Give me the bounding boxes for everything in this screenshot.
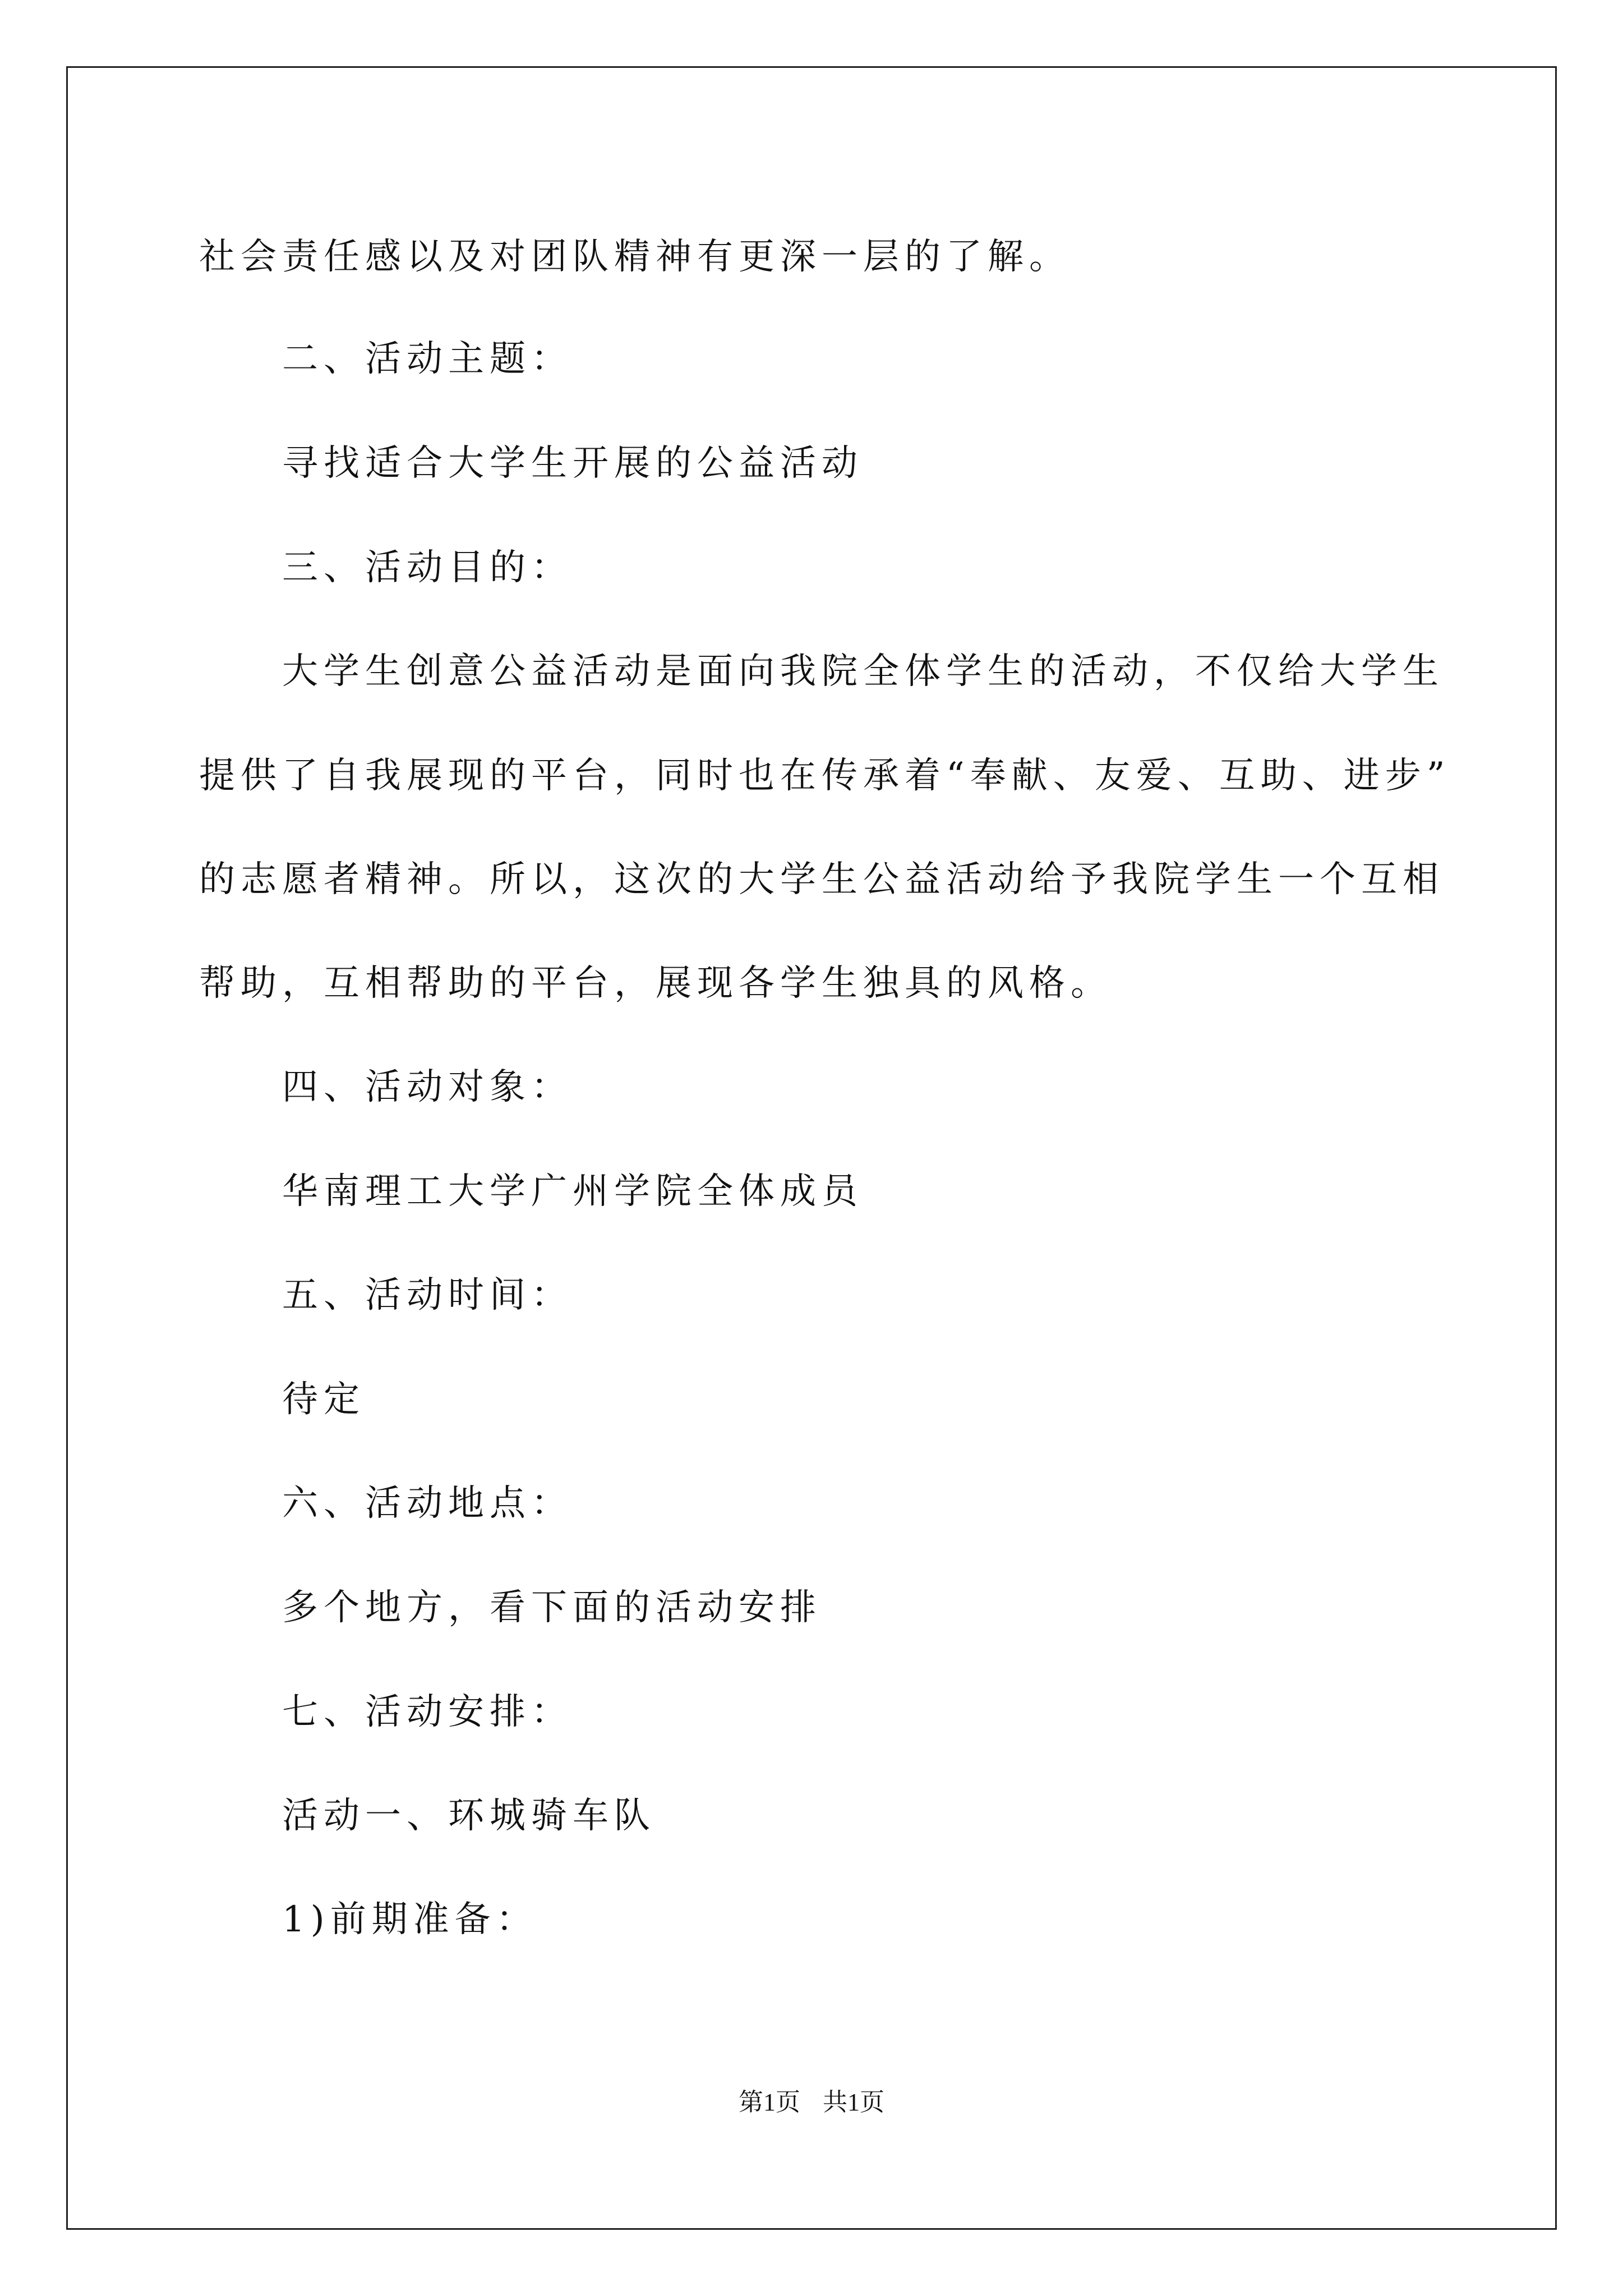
audience-text: 华南理工大学广州学院全体成员: [282, 1171, 863, 1212]
activity-one-heading: 活动一、环城骑车队: [282, 1795, 656, 1837]
purpose-text-line-1: 大学生创意公益活动是面向我院全体学生的活动，不仅给大学生: [282, 651, 1444, 692]
section-heading-theme: 二、活动主题：: [282, 338, 573, 380]
section-heading-audience: 四、活动对象：: [282, 1066, 573, 1108]
page-number: 第1页: [739, 2088, 800, 2116]
time-text: 待定: [282, 1379, 365, 1420]
purpose-text-line-4: 帮助，互相帮助的平台，展现各学生独具的风格。: [199, 963, 1112, 1004]
page-total: 共1页: [823, 2088, 884, 2116]
preparation-heading: 1)前期准备：: [282, 1899, 538, 1940]
purpose-text-line-2: 提供了自我展现的平台，同时也在传承着“奉献、友爱、互助、进步”: [199, 755, 1451, 797]
section-heading-purpose: 三、活动目的：: [282, 547, 573, 588]
theme-text: 寻找适合大学生开展的公益活动: [282, 443, 863, 484]
purpose-text-line-3: 的志愿者精神。所以，这次的大学生公益活动给予我院学生一个互相: [199, 859, 1444, 900]
location-text: 多个地方，看下面的活动安排: [282, 1587, 822, 1628]
paragraph-line: 社会责任感以及对团队精神有更深一层的了解。: [199, 236, 1071, 278]
section-heading-schedule: 七、活动安排：: [282, 1691, 573, 1733]
section-heading-location: 六、活动地点：: [282, 1483, 573, 1524]
page-footer: [0, 2086, 1623, 2119]
section-heading-time: 五、活动时间：: [282, 1274, 573, 1316]
